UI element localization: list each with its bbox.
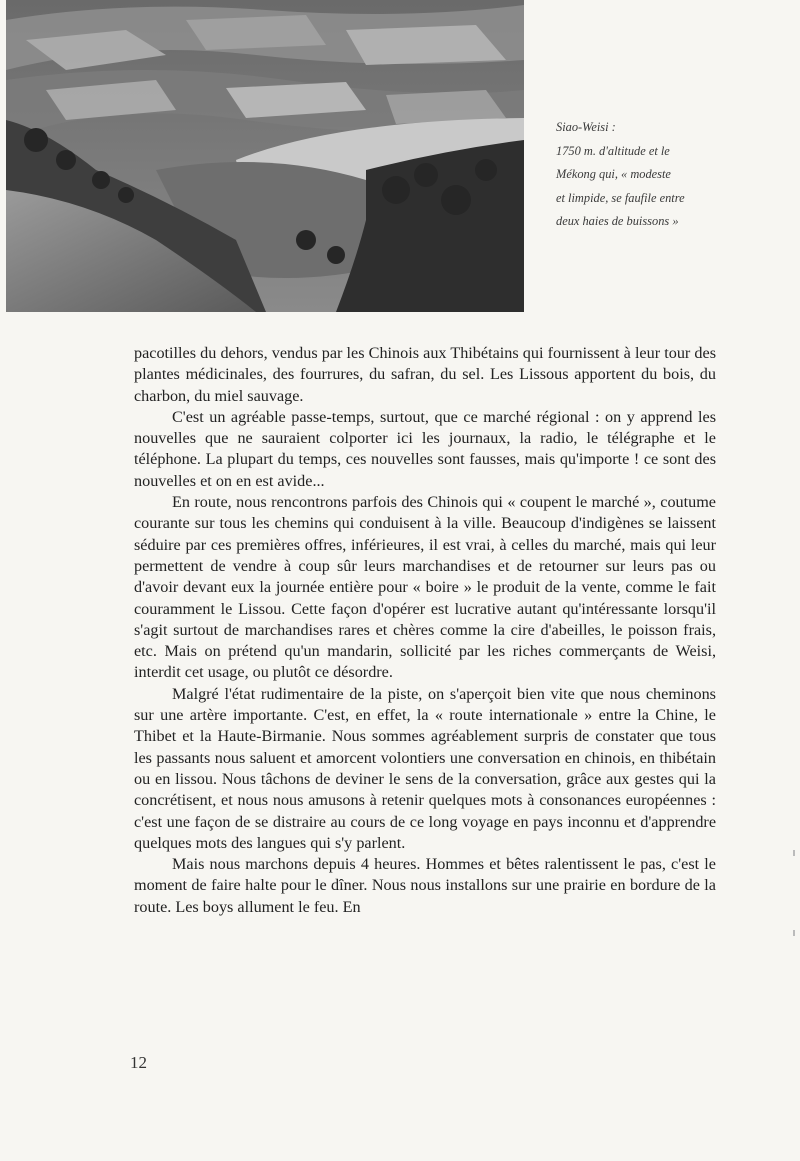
paragraph: pacotilles du dehors, vendus par les Chinois aux Thibétains qui fournissent à leur tour des plantes médicinales, des fourrures, du safran, du sel. Les Lissous apportent du bois, du charbon, du miel sauvage. bbox=[134, 344, 716, 405]
photo-caption bbox=[556, 116, 726, 234]
paragraph: Mais nous marchons depuis 4 heures. Hommes et bêtes ralentissent le pas, c'est le moment de faire halte pour le dîner. Nous nous installons sur une prairie en bordure de la route. Les boys allument le feu. En bbox=[134, 855, 716, 916]
caption-line: deux haies de buissons » bbox=[556, 214, 679, 228]
paragraph: En route, nous rencontrons parfois des Chinois qui « coupent le marché », coutume courante sur tous les chemins qui conduisent à la ville. Beaucoup d'indigènes se laissent séduire par ces premières offres, inférieures, il est vrai, à celles du marché, mais qui leur permettent de vendre à coup sûr leurs marchandises et de retourner sur leurs pas ou d'avoir devant eux la journée entière pour « boire » le produit de la vente, comme le fait couramment le Lissou. Cette façon d'opérer est lucrative autant qu'intéressante lorsqu'il s'agit surtout de marchandises rares et chères comme la cire d'abeilles, le poisson frais, etc. Mais on prétend qu'un mandarin, sollicité par les riches commerçants de Weisi, interdit cet usage, ou plutôt ce désordre. bbox=[134, 493, 716, 682]
valley-photo-drawing bbox=[6, 0, 524, 312]
paper-speck bbox=[793, 850, 795, 856]
caption-line: Siao-Weisi : bbox=[556, 120, 616, 134]
page-number: 12 bbox=[130, 1053, 147, 1072]
caption-line: Mékong qui, « modeste bbox=[556, 167, 671, 181]
paragraph: C'est un agréable passe-temps, surtout, que ce marché régional : on y apprend les nouvelles que ne sauraient colporter ici les journaux, la radio, le télégraphe et le téléphone. La plupart du temps, ces nouvelles sont fausses, mais qu'importe ! ce sont des nouvelles et on en est avide... bbox=[134, 407, 716, 490]
caption-line: 1750 m. d'altitude et le bbox=[556, 143, 670, 158]
valley-photograph bbox=[6, 0, 524, 312]
caption-line: et limpide, se faufile entre bbox=[556, 190, 685, 205]
paragraph: Malgré l'état rudimentaire de la piste, on s'aperçoit bien vite que nous cheminons sur une artère importante. C'est, en effet, la « route internationale » entre la Chine, le Thibet et la Haute-Birmanie. Nous sommes agréablement surpris de constater que tous les passants nous saluent et amorcent volontiers une conversation en chinois, en thibétain ou en lissou. Nous tâchons de deviner le sens de la conversation, grâce aux gestes qui la concrétisent, et nous nous amusons à retenir quelques mots à consonances européennes : c'est une façon de se distraire au cours de ce long voyage en pays inconnu et d'apprendre quelques mots des langues qui s'y parlent. bbox=[134, 684, 716, 852]
paper-speck bbox=[793, 930, 795, 936]
body-text bbox=[134, 343, 716, 918]
